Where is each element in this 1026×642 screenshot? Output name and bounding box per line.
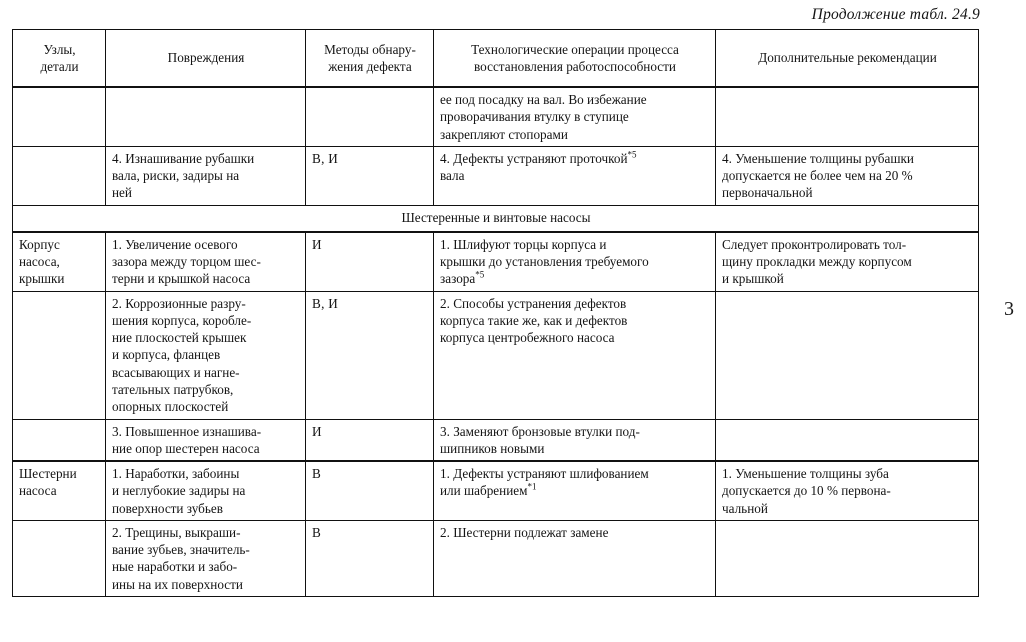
text-line: Корпус	[19, 236, 60, 252]
text-line: терни и крышкой насоса	[112, 271, 251, 287]
column-header-method	[306, 30, 434, 88]
cell-damage	[106, 461, 306, 520]
cell-operations	[434, 291, 716, 419]
column-header-text	[722, 49, 973, 66]
text-line: крышки до установления требуемого	[440, 253, 649, 269]
column-header-operations	[434, 30, 716, 88]
cell-damage	[106, 291, 306, 419]
cell-unit	[13, 461, 106, 520]
cell-recommendations	[716, 520, 979, 596]
cell-damage	[106, 87, 306, 146]
table-row	[13, 146, 979, 205]
operations-text	[440, 423, 710, 458]
column-header-text	[312, 41, 428, 75]
cell-operations	[434, 87, 716, 146]
cell-recommendations	[716, 419, 979, 461]
text-line: корпуса центробежного насоса	[440, 330, 615, 346]
running-head: Продолжение табл. 24.9	[811, 6, 980, 23]
text-line: вала, риски, задиры на	[112, 168, 240, 184]
cell-operations	[434, 461, 716, 520]
column-header-recommendations	[716, 30, 979, 88]
text-line: 2. Коррозионные разру-	[112, 295, 246, 311]
unit-text	[19, 236, 100, 288]
table-row	[13, 87, 979, 146]
text-line: или шабрением$^{*1}$	[440, 481, 537, 499]
damage-text	[112, 236, 300, 288]
text-line: насоса	[19, 483, 57, 499]
recommendations-text	[722, 150, 973, 202]
text-line: и неглубокие задиры на	[112, 483, 246, 499]
table-row	[13, 419, 979, 461]
text-line: закрепляют стопорами	[440, 126, 568, 142]
text-line: ины на их поверхности	[112, 576, 243, 592]
text-line: ные наработки и забо-	[112, 559, 238, 575]
cell-recommendations	[716, 87, 979, 146]
recommendations-text	[722, 465, 973, 517]
cell-detection-method: В	[306, 461, 434, 520]
cell-damage	[106, 146, 306, 205]
damage-text	[112, 295, 300, 416]
text-line: Технологические операции процесса	[471, 41, 679, 57]
text-line: опорных плоскостей	[112, 399, 229, 415]
text-line: 2. Шестерни подлежат замене	[440, 524, 609, 540]
text-line: 3. Заменяют бронзовые втулки под-	[440, 423, 640, 439]
cell-detection-method: В	[306, 520, 434, 596]
text-line: восстановления работоспособности	[474, 59, 676, 74]
table-row	[13, 291, 979, 419]
text-line: ней	[112, 185, 132, 201]
text-line: 1. Уменьшение толщины зуба	[722, 466, 889, 482]
cell-damage	[106, 520, 306, 596]
text-line: проворачивания втулку в ступице	[440, 109, 629, 125]
operations-text	[440, 236, 710, 288]
cell-unit	[13, 520, 106, 596]
text-line: 4. Уменьшение толщины рубашки	[722, 150, 914, 166]
column-header-text	[112, 49, 300, 66]
operations-text	[440, 524, 710, 541]
cell-unit	[13, 87, 106, 146]
text-line: всасывающих и нагне-	[112, 364, 240, 380]
cell-recommendations	[716, 146, 979, 205]
text-line: жения дефекта	[328, 59, 412, 74]
text-line: 2. Трещины, выкраши-	[112, 524, 241, 540]
cell-detection-method: И	[306, 232, 434, 291]
column-header-text	[19, 41, 100, 75]
cell-recommendations	[716, 461, 979, 520]
repair-methods-table	[12, 29, 979, 597]
text-line: допускается до 10 % первона-	[722, 483, 891, 499]
table-container	[12, 29, 978, 597]
cell-unit	[13, 291, 106, 419]
text-line: тательных патрубков,	[112, 381, 234, 397]
text-line: 4. Дефекты устраняют проточкой$^{*5}$	[440, 149, 637, 166]
cell-detection-method	[306, 87, 434, 146]
cell-detection-method: В, И	[306, 146, 434, 205]
cell-unit	[13, 419, 106, 461]
text-line: вала	[440, 168, 465, 184]
text-line: ние плоскостей крышек	[112, 330, 247, 346]
text-line: ее под посадку на вал. Во избежание	[440, 92, 647, 107]
text-line: допускается не более чем на 20 %	[722, 168, 913, 184]
cell-operations	[434, 232, 716, 291]
operations-text	[440, 91, 710, 143]
text-line: первоначальной	[722, 185, 813, 201]
text-line: Узлы,	[43, 41, 76, 57]
section-band-row	[13, 205, 979, 232]
damage-text	[112, 465, 300, 517]
text-line: детали	[40, 59, 79, 74]
cell-damage	[106, 419, 306, 461]
cell-unit	[13, 146, 106, 205]
text-line: Методы обнару-	[324, 41, 416, 57]
column-header-text	[440, 41, 710, 75]
recommendations-text	[722, 236, 973, 288]
text-line: крышки	[19, 271, 65, 287]
text-line: 2. Способы устранения дефектов	[440, 295, 627, 311]
text-line: зазора между торцом шес-	[112, 253, 261, 269]
text-line: ние опор шестерен насоса	[112, 440, 260, 456]
text-line: 1. Дефекты устраняют шлифованием	[440, 466, 649, 482]
text-line: шипников новыми	[440, 440, 545, 456]
damage-text	[112, 150, 300, 202]
operations-text	[440, 465, 710, 500]
text-line: чальной	[722, 500, 768, 516]
cell-unit	[13, 232, 106, 291]
table-row	[13, 520, 979, 596]
footnote-marker: *1	[527, 481, 537, 492]
column-header-damage	[106, 30, 306, 88]
text-line: Следует проконтролировать тол-	[722, 236, 907, 252]
table-header-row	[13, 30, 979, 88]
footnote-marker: *5	[475, 269, 485, 280]
text-line: Дополнительные рекомендации	[758, 50, 937, 66]
cell-recommendations	[716, 232, 979, 291]
text-line: шения корпуса, коробле-	[112, 312, 252, 328]
text-line: 1. Увеличение осевого	[112, 236, 238, 252]
text-line: вание зубьев, значитель-	[112, 542, 250, 558]
text-line: поверхности зубьев	[112, 500, 223, 516]
damage-text	[112, 524, 300, 593]
operations-text	[440, 150, 710, 185]
text-line: и корпуса, фланцев	[112, 347, 221, 363]
table-row	[13, 461, 979, 520]
column-header-unit	[13, 30, 106, 88]
text-line: зазора$^{*5}$	[440, 269, 485, 287]
text-line: щину прокладки между корпусом	[722, 253, 912, 269]
cell-operations	[434, 520, 716, 596]
table-row	[13, 232, 979, 291]
text-line: 1. Наработки, забоины	[112, 466, 240, 482]
text-line: и крышкой	[722, 271, 784, 287]
text-line: насоса,	[19, 253, 60, 269]
operations-text	[440, 295, 710, 347]
cell-damage	[106, 232, 306, 291]
text-line: 4. Изнашивание рубашки	[112, 150, 255, 166]
cell-detection-method: В, И	[306, 291, 434, 419]
text-line: корпуса такие же, как и дефектов	[440, 312, 628, 328]
cell-recommendations	[716, 291, 979, 419]
damage-text	[112, 423, 300, 458]
cell-detection-method: И	[306, 419, 434, 461]
text-line: 1. Шлифуют торцы корпуса и	[440, 236, 607, 252]
unit-text	[19, 465, 100, 500]
text-line: Повреждения	[167, 50, 245, 66]
page-number: 3	[1004, 298, 1014, 320]
cell-operations	[434, 146, 716, 205]
cell-operations	[434, 419, 716, 461]
text-line: Шестерни	[19, 466, 77, 482]
footnote-marker: *5	[627, 149, 637, 160]
text-line: 3. Повышенное изнашива-	[112, 423, 262, 439]
section-band-label: Шестеренные и винтовые насосы	[13, 205, 979, 232]
